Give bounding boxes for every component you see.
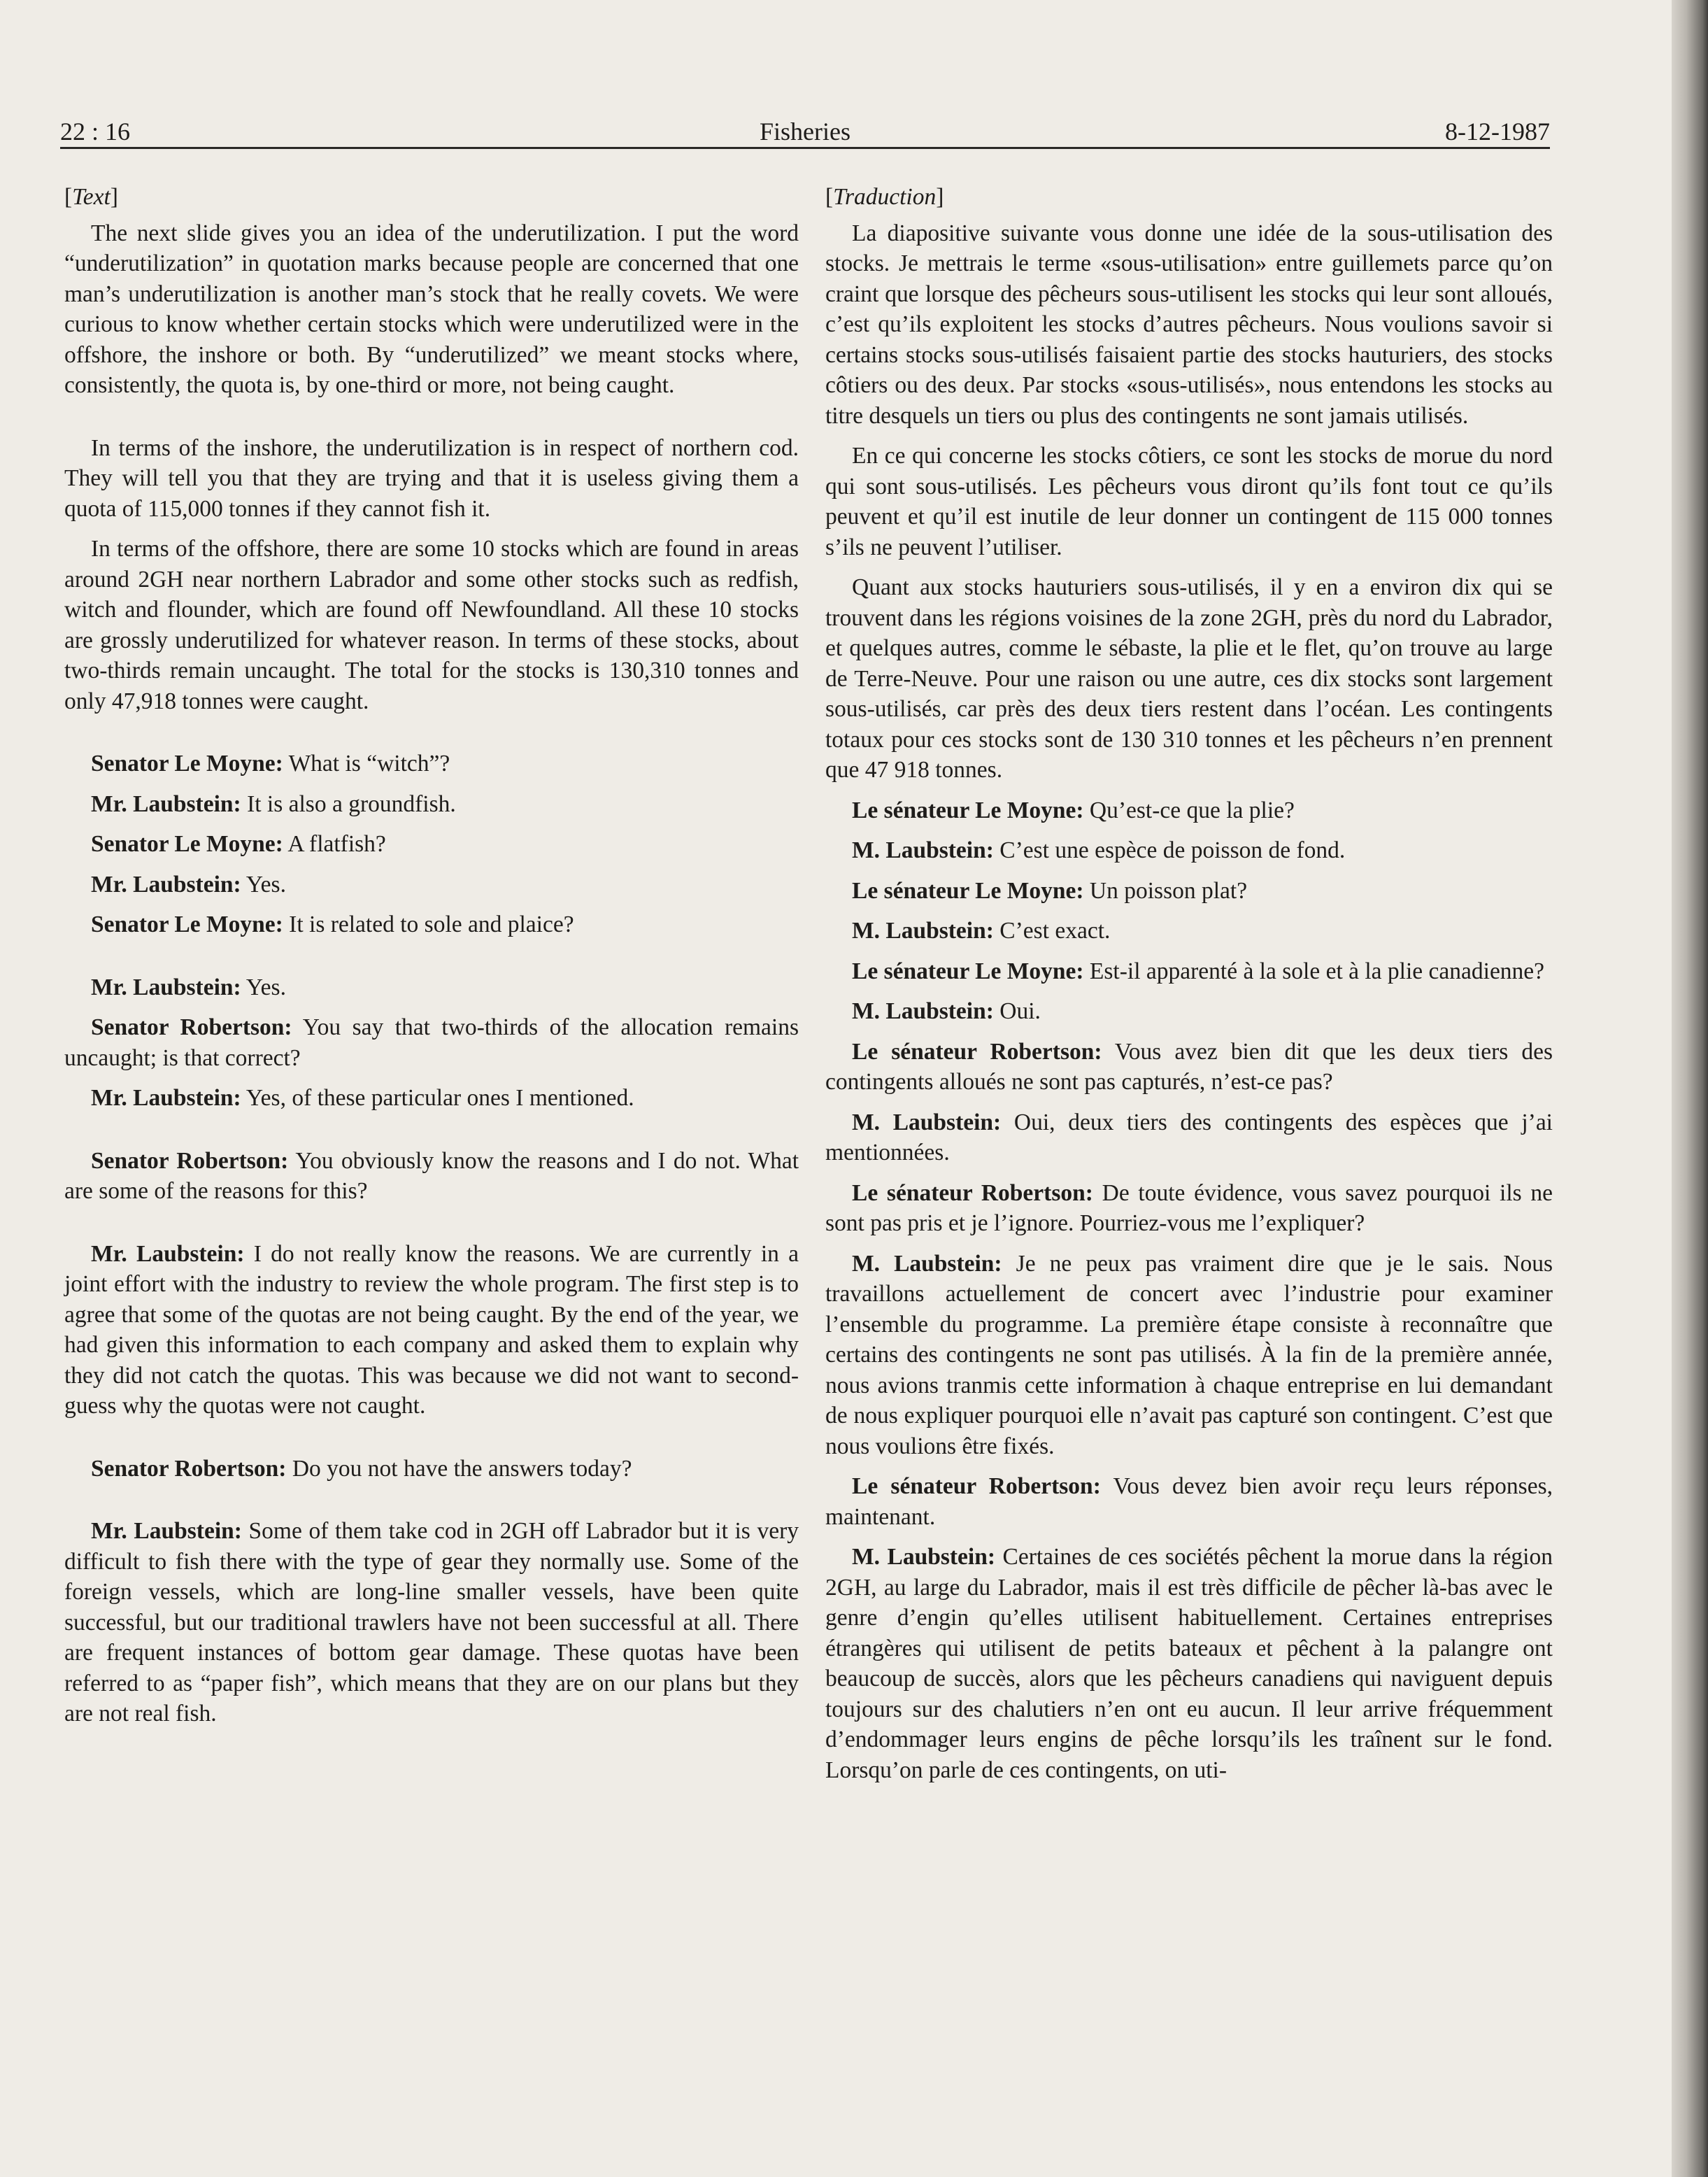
speech-text: Vous avez bien dit que les deux tiers des contingents alloués ne sont pas capturés, n’est-ce pas? [825,1038,1553,1095]
translation-tag: [Traduction] [825,184,944,210]
speaker-name: M. Laubstein: [852,918,994,944]
dialogue-line [64,1239,799,1421]
dialogue-line [825,876,1553,907]
speaker-name: M. Laubstein: [852,837,994,863]
english-column [64,182,799,1739]
dialogue-line [825,1249,1553,1462]
dialogue-line [825,996,1553,1027]
speaker-name: Senator Robertson: [91,1147,289,1174]
speech-text: Yes, of these particular ones I mentioned. [241,1085,634,1111]
speaker-name: Senator Le Moyne: [91,751,283,777]
dialogue-line [64,1012,799,1073]
speech-text: You obviously know the reasons and I do not. What are some of the reasons for this? [64,1147,799,1204]
paragraph: Quant aux stocks hauturiers sous-utilisés, il y en a environ dix qui se trouvent dans les régions voisines de la zone 2GH, près du nord du Labrador, et quelques autres, comme le sébaste, la plie et le flet, qu’on trouve au large de Terre-Neuve. Pour une raison ou une autre, ces dix stocks sont largement sous-utilisés, car près des deux tiers restent dans l’océan. Les contingents totaux pour ces stocks sont de 130 310 tonnes et les pêcheurs n’en prennent que 47 918 tonnes. [825,574,1553,783]
header-rule [60,147,1550,149]
speech-text: C’est exact. [993,918,1111,944]
dialogue-line [825,1542,1553,1785]
speaker-name: Senator Robertson: [91,1014,292,1040]
dialogue-line [825,1037,1553,1098]
speaker-name: Senator Le Moyne: [91,831,283,857]
dialogue-line [64,1083,799,1114]
speech-text: It is also a groundfish. [241,790,456,817]
dialogue-line [64,1516,799,1729]
speaker-name: Le sénateur Robertson: [852,1038,1102,1065]
dialogue-line [825,956,1553,987]
speaker-name: Le sénateur Le Moyne: [852,877,1084,904]
page-header [60,112,1550,151]
paragraph: En ce qui concerne les stocks côtiers, ce sont les stocks de morue du nord qui sont sous-utilisés. Les pêcheurs vous diront qu’ils font tout ce qu’ils peuvent et qu’il est inutile de leur donner un contingent de 115 000 tonnes s’ils ne peuvent l’utiliser. [825,443,1553,560]
dialogue-line [825,835,1553,866]
speaker-name: Mr. Laubstein: [91,871,241,898]
speech-text: What is “witch”? [283,751,450,777]
speaker-name: M. Laubstein: [852,1109,1002,1135]
dialogue-line [64,870,799,900]
speech-text: I do not really know the reasons. We are currently in a joint effort with the industry to review the whole program. The first step is to agree that some of the quotas are not being caught. By the end of the year, we had given this information to each company and asked them to explain why they did not catch the quotas. This was because we did not want to second-guess why the quotas were not caught. [64,1240,799,1419]
speaker-name: Le sénateur Robertson: [852,1473,1101,1499]
speech-text: C’est une espèce de poisson de fond. [993,837,1346,863]
dialogue-line [64,789,799,820]
dialogue-line [825,1178,1553,1239]
speaker-name: Le sénateur Le Moyne: [852,958,1084,984]
running-title: Fisheries [760,118,851,146]
speaker-name: Mr. Laubstein: [91,790,241,817]
speech-text: You say that two-thirds of the allocation remains uncaught; is that correct? [64,1014,799,1071]
speaker-name: Senator Le Moyne: [91,912,283,937]
speaker-name: M. Laubstein: [852,1250,1002,1277]
speech-text: De toute évidence, vous savez pourquoi ils ne sont pas pris et je l’ignore. Pourriez-vous me l’expliquer? [825,1179,1553,1236]
dialogue-line [825,795,1553,826]
speech-text: Oui. [993,998,1041,1024]
text-tag: [Text] [64,184,118,210]
dialogue-line [825,1107,1553,1168]
paragraph: The next slide gives you an idea of the underutilization. I put the word “underutilization” in quotation marks because people are concerned that one man’s underutilization is another man’s stock that he really covets. We were curious to know whether certain stocks which were underutilized were in the offshore, the inshore or both. By “underutilized” we meant stocks where, consistently, the quota is, by one-third or more, not being caught. [64,220,799,398]
speech-text: Oui, deux tiers des contingents des espèces que j’ai mentionnées. [825,1109,1553,1165]
speaker-name: Mr. Laubstein: [91,1085,241,1111]
speech-text: It is related to sole and plaice? [283,912,574,937]
dialogue-line [64,1146,799,1207]
header-date: 8-12-1987 [1445,118,1550,146]
speech-text: Je ne peux pas vraiment dire que je le sais. Nous travaillons actuellement de concert avec l’industrie pour examiner l’ensemble du programme. La première étape consiste à reconnaître que certains des contingents ne sont pas utilisés. À la fin de la première année, nous avions tranmis cette information à chaque entreprise en lui demandant de nous expliquer pourquoi elle n’avait pas capturé son contingent. C’est que nous voulions être fixés. [825,1250,1553,1459]
speaker-name: Mr. Laubstein: [91,974,241,1000]
speech-text: Qu’est-ce que la plie? [1083,797,1295,823]
speaker-name: M. Laubstein: [852,1544,996,1570]
speech-text: Yes. [241,871,286,898]
book-spine-shadow [1672,0,1708,2177]
speaker-name: Mr. Laubstein: [91,1518,242,1544]
french-column [825,182,1553,1795]
dialogue-line [64,829,799,860]
paragraph: La diapositive suivante vous donne une idée de la sous-utilisation des stocks. Je mettrais le terme «sous-utilisation» entre guillemets parce qu’on craint que lorsque des pêcheurs sous-utilisent les stocks qui leur sont alloués, c’est qu’ils exploitent les stocks d’autres pêcheurs. Nous voulions savoir si certains stocks sous-utilisés faisaient partie des stocks hauturiers, des stocks côtiers ou des deux. Par stocks «sous-utilisés», nous entendons les stocks au titre desquels un tiers ou plus des contingents ne sont jamais utilisés. [825,220,1553,429]
speech-text: A flatfish? [283,831,386,857]
speech-text: Vous devez bien avoir reçu leurs réponses, maintenant. [825,1473,1553,1530]
speaker-name: Mr. Laubstein: [91,1240,245,1267]
speech-text: Est-il apparenté à la sole et à la plie canadienne? [1083,958,1545,984]
page-reference: 22 : 16 [60,118,131,146]
dialogue-line [825,1471,1553,1532]
speech-text: Yes. [241,974,286,1000]
speaker-name: M. Laubstein: [852,998,994,1024]
dialogue-line [64,972,799,1003]
speaker-name: Le sénateur Le Moyne: [852,797,1084,823]
dialogue-line [64,1454,799,1484]
speaker-name: Le sénateur Robertson: [852,1179,1093,1206]
speech-text: Certaines de ces sociétés pêchent la morue dans la région 2GH, au large du Labrador, mais il est très difficile de pêcher là-bas avec le genre d’engin qu’elles utilisent habituellement. Certaines entreprises étrangères qui utilisent de petits bateaux et pêchent à la palangre ont beaucoup de succès, alors que les pêcheurs canadiens qui naviguent depuis toujours sur des chalutiers n’en ont eu aucun. Il leur arrive fréquemment d’endommager leurs engins de pêche lorsqu’ils les traînent sur le fond. Lorsqu’on parle de ces contingents, on uti- [825,1544,1553,1783]
paragraph: In terms of the inshore, the underutilization is in respect of northern cod. They will tell you that they are trying and that it is useless giving them a quota of 115,000 tonnes if they cannot fish it. [64,434,799,522]
dialogue-line [825,916,1553,946]
speech-text: Do you not have the answers today? [286,1455,632,1482]
speech-text: Un poisson plat? [1083,877,1248,904]
paragraph: In terms of the offshore, there are some 10 stocks which are found in areas around 2GH near northern Labrador and some other stocks such as redfish, witch and flounder, which are found off Newfoundland. All these 10 stocks are grossly underutilized for whatever reason. In terms of these stocks, about two-thirds remain uncaught. The total for the stocks is 130,310 tonnes and only 47,918 tonnes were caught. [64,536,799,714]
dialogue-line [64,749,799,779]
speech-text: Some of them take cod in 2GH off Labrador but it is very difficult to fish there with the type of gear they normally use. Some of the foreign vessels, which are long-line smaller vessels, have been quite successful, but our traditional trawlers have not been successful at all. There are frequent instances of bottom gear damage. These quotas have been referred to as “paper fish”, which means that they are on our plans but they are not real fish. [64,1518,799,1726]
dialogue-line [64,909,799,940]
speaker-name: Senator Robertson: [91,1455,287,1482]
